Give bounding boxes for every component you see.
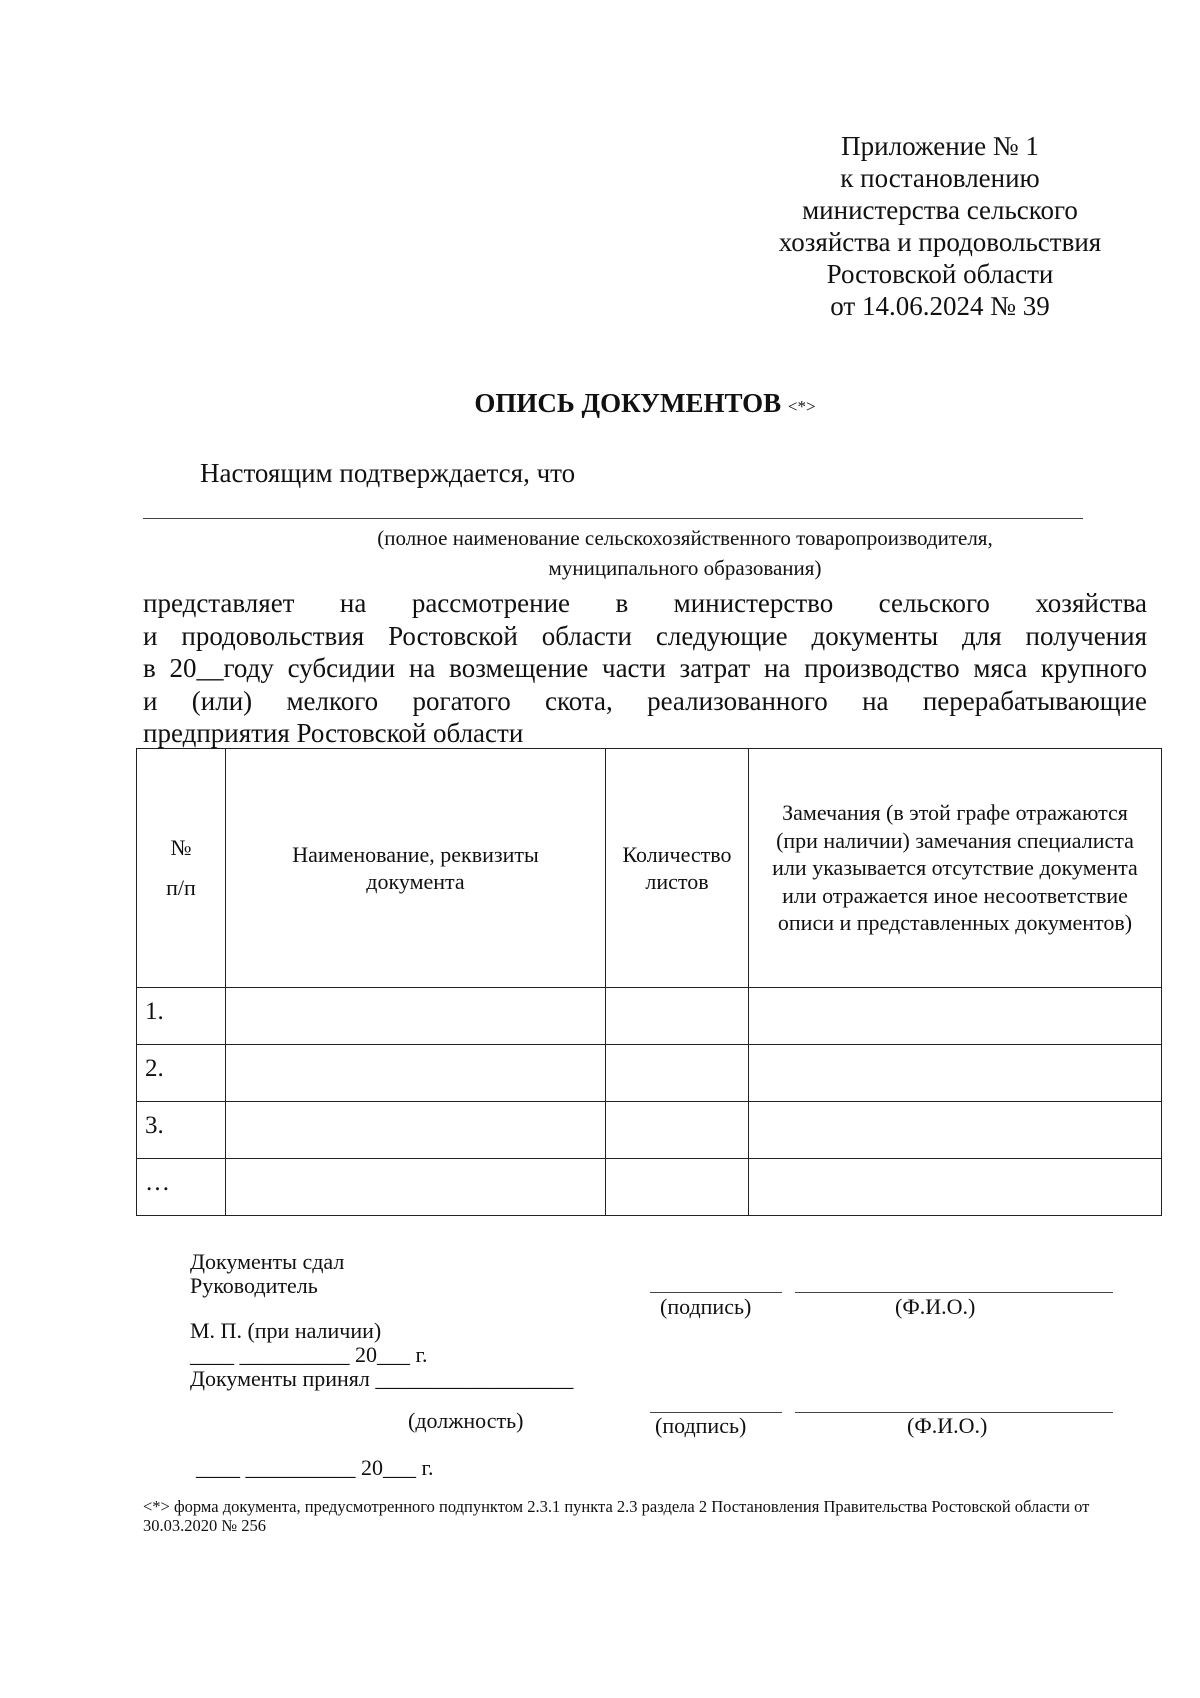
- appendix-line: Ростовской области: [826, 259, 1054, 289]
- row-number: 1.: [137, 988, 226, 1045]
- cell-document-name[interactable]: [226, 1045, 606, 1102]
- header-document-name: Наименование, реквизиты документа: [226, 749, 606, 988]
- signature-line[interactable]: [650, 1292, 782, 1293]
- row-number: …: [137, 1159, 226, 1216]
- cell-remarks[interactable]: [749, 1159, 1162, 1216]
- table-row: [137, 1102, 1162, 1159]
- row-number: 3.: [137, 1102, 226, 1159]
- header-number-abbr: п/п: [166, 875, 196, 900]
- date-line-2[interactable]: ____ __________ 20___ г.: [196, 1455, 434, 1480]
- caption-line: (полное наименование сельскохозяйственного товаропроизводителя,: [377, 526, 993, 550]
- body-line: предприятия Ростовской области: [143, 718, 524, 748]
- cell-document-name[interactable]: [226, 1159, 606, 1216]
- table-header-row: [137, 749, 1162, 988]
- fio-caption: (Ф.И.О.): [895, 1294, 976, 1319]
- cell-remarks[interactable]: [749, 1102, 1162, 1159]
- title-footnote-mark: <*>: [787, 397, 816, 416]
- cell-sheet-count[interactable]: [606, 1102, 749, 1159]
- appendix-block: [700, 130, 1180, 322]
- handed-over-label: Документы сдал: [190, 1249, 345, 1274]
- cell-sheet-count[interactable]: [606, 1159, 749, 1216]
- signature-caption-2: (подпись): [655, 1413, 747, 1438]
- date-line[interactable]: ____ __________ 20___ г.: [190, 1342, 428, 1367]
- fio-caption-2: (Ф.И.О.): [907, 1413, 988, 1438]
- cell-sheet-count[interactable]: [606, 1045, 749, 1102]
- cell-document-name[interactable]: [226, 988, 606, 1045]
- table-row: [137, 1159, 1162, 1216]
- body-line: представляет на рассмотрение в министерство сельского хозяйства: [143, 588, 1147, 618]
- header-number: [137, 749, 226, 988]
- title-text: ОПИСЬ ДОКУМЕНТОВ: [474, 388, 782, 418]
- cell-remarks[interactable]: [749, 988, 1162, 1045]
- header-sheet-count: Количество листов: [606, 749, 749, 988]
- table-row: [137, 988, 1162, 1045]
- stamp-label: М. П. (при наличии): [190, 1318, 382, 1343]
- body-line: в 20__году субсидии на возмещение части затрат на производство мяса крупного: [143, 653, 1147, 683]
- document-title: [0, 388, 1200, 419]
- cell-remarks[interactable]: [749, 1045, 1162, 1102]
- handed-over-block: [190, 1250, 344, 1298]
- caption-line: муниципального образования): [548, 556, 822, 580]
- signature-caption: (подпись): [660, 1294, 752, 1319]
- header-remarks: Замечания (в этой графе отражаются (при наличии) замечания специалиста или указывается отсутствие документа или отражается иное несоответствие описи и представленных документов): [749, 749, 1162, 988]
- position-caption: (должность): [408, 1408, 524, 1433]
- fio-line[interactable]: [795, 1292, 1113, 1293]
- body-line: и (или) мелкого рогатого скота, реализованного на перерабатывающие: [143, 685, 1147, 716]
- appendix-line: Приложение № 1: [841, 131, 1039, 161]
- producer-name-line: [143, 518, 1083, 519]
- table-row: [137, 1045, 1162, 1102]
- head-label: Руководитель: [190, 1273, 318, 1298]
- body-line: и продовольствия Ростовской области следующие документы для получения: [143, 620, 1147, 651]
- cell-sheet-count[interactable]: [606, 988, 749, 1045]
- appendix-line: министерства сельского: [802, 195, 1078, 225]
- received-line[interactable]: Документы принял __________________: [190, 1366, 574, 1391]
- intro-text: Настоящим подтверждается, что: [200, 458, 576, 488]
- appendix-line: от 14.06.2024 № 39: [830, 291, 1050, 321]
- header-number-sign: №: [170, 835, 192, 860]
- documents-table: [136, 748, 1162, 1216]
- appendix-line: к постановлению: [840, 163, 1040, 193]
- producer-name-caption: [300, 523, 1070, 583]
- body-paragraph: [143, 587, 1147, 750]
- cell-document-name[interactable]: [226, 1102, 606, 1159]
- row-number: 2.: [137, 1045, 226, 1102]
- footnote: <*> форма документа, предусмотренного подпунктом 2.3.1 пункта 2.3 раздела 2 Постановления Правительства Ростовской области от 30.03.2020 № 256: [143, 1497, 1090, 1535]
- appendix-line: хозяйства и продовольствия: [778, 227, 1102, 257]
